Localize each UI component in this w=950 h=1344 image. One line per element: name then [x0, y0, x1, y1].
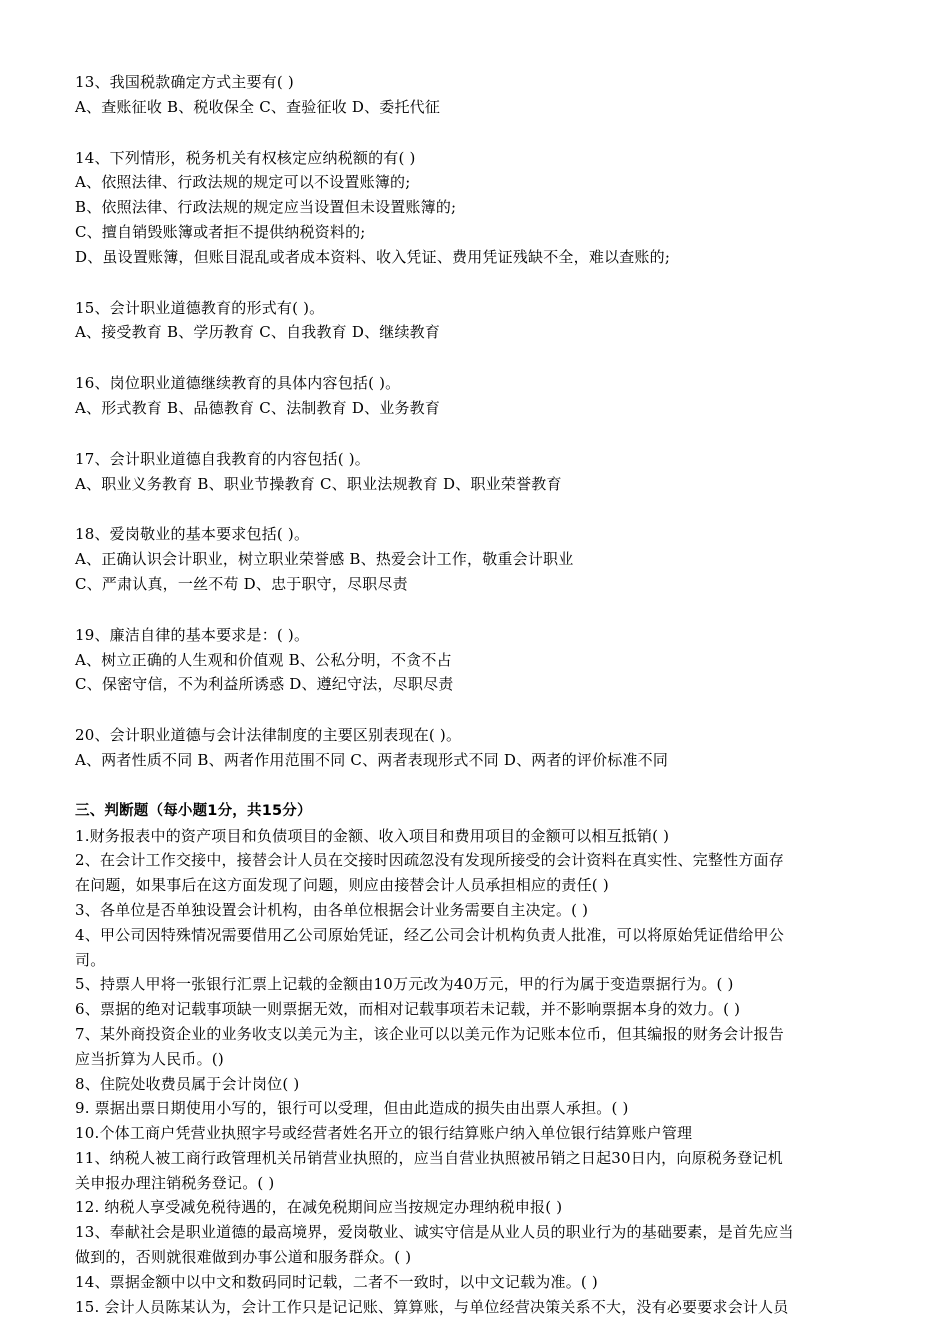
spacer — [75, 345, 875, 371]
judgment-6: 6、票据的绝对记载事项缺一则票据无效，而相对记载事项若未记载，并不影响票据本身的效力。( ) — [75, 1000, 741, 1019]
question-16-options: A、形式教育 B、品德教育 C、法制教育 D、业务教育 — [75, 398, 441, 417]
question-18-options-cd: C、严肃认真，一丝不苟 D、忠于职守，尽职尽责 — [75, 574, 408, 593]
question-19-options-ab: A、树立正确的人生观和价值观 B、公私分明，不贪不占 — [75, 650, 452, 669]
judgment-14: 14、票据金额中以中文和数码同时记载，二者不一致时，以中文记载为准。( ) — [75, 1272, 598, 1291]
question-16: 16、岗位职业道德继续教育的具体内容包括( )。 — [75, 374, 401, 393]
question-15: 15、会计职业道德教育的形式有( )。 — [75, 298, 325, 317]
judgment-11-line-2: 关申报办理注销税务登记。( ) — [75, 1173, 275, 1192]
judgment-9: 9. 票据出票日期使用小写的，银行可以受理，但由此造成的损失由出票人承担。( ) — [75, 1099, 629, 1118]
judgment-10: 10.个体工商户凭营业执照字号或经营者姓名开立的银行结算账户纳入单位银行结算账户管理 — [75, 1124, 693, 1143]
spacer — [75, 697, 875, 723]
judgment-13-line-2: 做到的，否则就很难做到办事公道和服务群众。( ) — [75, 1248, 412, 1267]
judgment-15-line-1: 15. 会计人员陈某认为，会计工作只是记记账、算算账，与单位经营决策关系不大，没有必要要求会计人员 — [75, 1297, 789, 1316]
question-14-option-d: D、虽设置账簿，但账目混乱或者成本资料、收入凭证、费用凭证残缺不全，难以查账的; — [75, 247, 671, 266]
judgment-7-line-1: 7、某外商投资企业的业务收支以美元为主，该企业可以以美元作为记账本位币，但其编报的财务会计报告 — [75, 1024, 784, 1043]
question-17-options: A、职业义务教育 B、职业节操教育 C、职业法规教育 D、职业荣誉教育 — [75, 474, 562, 493]
spacer — [75, 421, 875, 447]
question-20: 20、会计职业道德与会计法律制度的主要区别表现在( )。 — [75, 726, 462, 745]
section-heading: 三、判断题（每小题1分，共15分） — [75, 802, 312, 819]
question-19: 19、廉洁自律的基本要求是：( )。 — [75, 625, 310, 644]
judgment-8: 8、住院处收费员属于会计岗位( ) — [75, 1074, 300, 1093]
spacer — [75, 773, 875, 799]
judgment-2-line-1: 2、在会计工作交接中，接替会计人员在交接时因疏忽没有发现所接受的会计资料在真实性、完整性方面存 — [75, 851, 784, 870]
question-19-options-cd: C、保密守信，不为利益所诱惑 D、遵纪守法，尽职尽责 — [75, 675, 454, 694]
judgment-13-line-1: 13、奉献社会是职业道德的最高境界，爱岗敬业、诚实守信是从业人员的职业行为的基础要素，是首先应当 — [75, 1223, 794, 1242]
spacer — [75, 270, 875, 296]
question-14-option-a: A、依照法律、行政法规的规定可以不设置账簿的; — [75, 173, 411, 192]
judgment-2-line-2: 在问题，如果事后在这方面发现了问题，则应由接替会计人员承担相应的责任( ) — [75, 876, 609, 895]
judgment-7-line-2: 应当折算为人民币。() — [75, 1049, 224, 1068]
spacer — [75, 120, 875, 146]
question-14-option-b: B、依照法律、行政法规的规定应当设置但未设置账簿的; — [75, 198, 457, 217]
question-13-options: A、查账征收 B、税收保全 C、查验征收 D、委托代征 — [75, 97, 441, 116]
judgment-3: 3、各单位是否单独设置会计机构，由各单位根据会计业务需要自主决定。( ) — [75, 900, 589, 919]
question-15-options: A、接受教育 B、学历教育 C、自我教育 D、继续教育 — [75, 323, 441, 342]
question-18-options-ab: A、正确认识会计职业，树立职业荣誉感 B、热爱会计工作，敬重会计职业 — [75, 550, 574, 569]
judgment-4-line-2: 司。 — [75, 950, 106, 969]
question-17: 17、会计职业道德自我教育的内容包括( )。 — [75, 449, 370, 468]
question-18: 18、爱岗敬业的基本要求包括( )。 — [75, 525, 310, 544]
judgment-4-line-1: 4、甲公司因特殊情况需要借用乙公司原始凭证，经乙公司会计机构负责人批准，可以将原始凭证借给甲公 — [75, 925, 784, 944]
question-20-options: A、两者性质不同 B、两者作用范围不同 C、两者表现形式不同 D、两者的评价标准不同 — [75, 750, 669, 769]
judgment-5: 5、持票人甲将一张银行汇票上记载的金额由10万元改为40万元，甲的行为属于变造票据行为。( ) — [75, 975, 734, 994]
judgment-11-line-1: 11、纳税人被工商行政管理机关吊销营业执照的，应当自营业执照被吊销之日起30日内，向原税务登记机 — [75, 1148, 783, 1167]
question-13: 13、我国税款确定方式主要有( ) — [75, 73, 294, 91]
judgment-12: 12. 纳税人享受减免税待遇的，在减免税期间应当按规定办理纳税申报( ) — [75, 1198, 563, 1217]
question-14: 14、下列情形，税务机关有权核定应纳税额的有( ) — [75, 148, 416, 167]
spacer — [75, 496, 875, 522]
document-body — [75, 70, 875, 1319]
spacer — [75, 597, 875, 623]
question-14-option-c: C、擅自销毁账簿或者拒不提供纳税资料的; — [75, 222, 366, 241]
judgment-1: 1.财务报表中的资产项目和负债项目的金额、收入项目和费用项目的金额可以相互抵销( ) — [75, 826, 670, 845]
